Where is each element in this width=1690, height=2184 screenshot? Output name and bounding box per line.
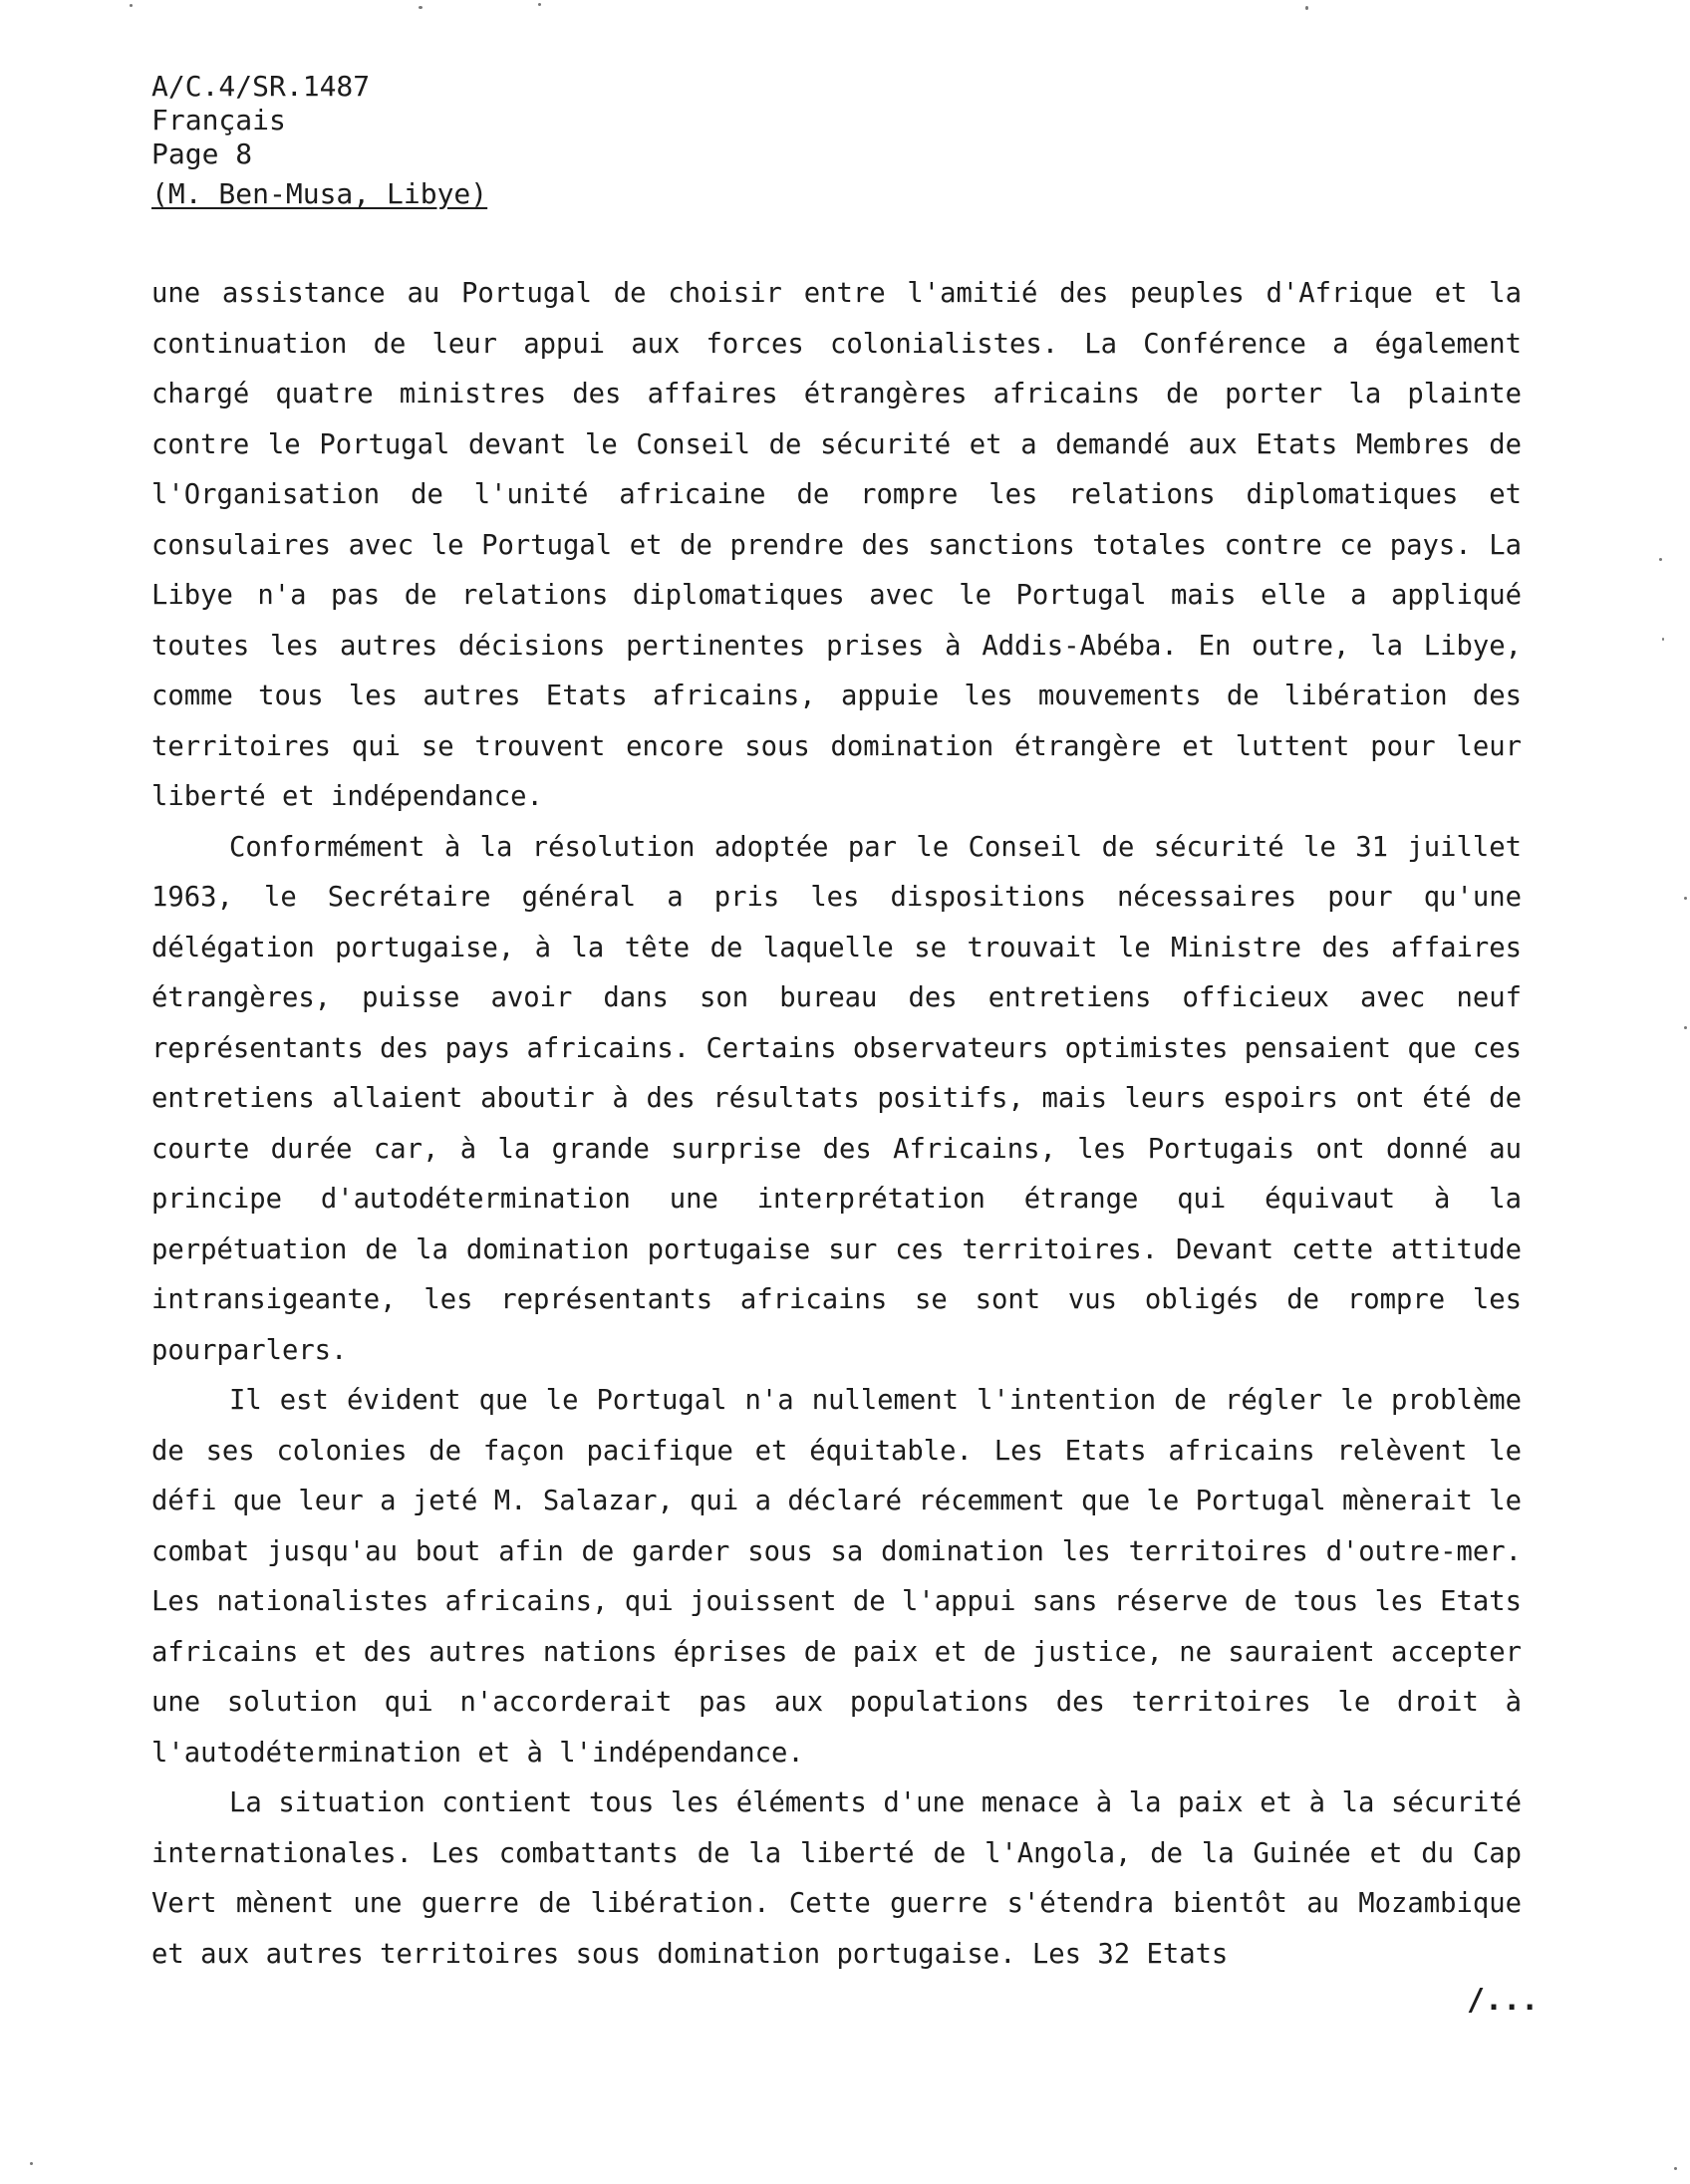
scan-speck (1305, 6, 1308, 10)
continuation-mark: /... (1467, 1983, 1540, 2018)
paragraph: Il est évident que le Portugal n'a nullement l'intention de régler le problème de ses colonies de façon pacifique et équitable. Les Etats africains relèvent le défi que leur a jeté M. Salazar, qui a déclaré récemment que le Portugal mènerait le combat jusqu'au bout afin de garder sous sa domination les territoires d'outre-mer. Les nationalistes africains, qui jouissent de l'appui sans réserve de tous les Etats africains et des autres nations éprises de paix et de justice, ne sauraient accepter une solution qui n'accorderait pas aux populations des territoires le droit à l'autodétermination et à l'indépendance. (151, 1385, 1522, 1769)
scan-speck (1659, 558, 1662, 561)
document-body (151, 269, 1522, 1980)
paragraph: Conformément à la résolution adoptée par le Conseil de sécurité le 31 juillet 1963, le Secrétaire général a pris les dispositions nécessaires pour qu'une délégation portugaise, à la tête de laquelle se trouvait le Ministre des affaires étrangères, puisse avoir dans son bureau des entretiens officieux avec neuf représentants des pays africains. Certains observateurs optimistes pensaient que ces entretiens allaient aboutir à des résultats positifs, mais leurs espoirs ont été de courte durée car, à la grande surprise des Africains, les Portugais ont donné au principe d'autodétermination une interprétation étrange qui équivaut à la perpétuation de la domination portugaise sur ces territoires. Devant cette attitude intransigeante, les représentants africains se sont vus obligés de rompre les pourparlers. (151, 831, 1522, 1366)
document-symbol: A/C.4/SR.1487 (151, 70, 371, 103)
scan-speck (1684, 1026, 1687, 1029)
page-number: Page 8 (151, 137, 253, 170)
scan-speck (1674, 2167, 1677, 2170)
document-header (151, 70, 487, 211)
paragraph: La situation contient tous les éléments d'une menace à la paix et à la sécurité internationales. Les combattants de la liberté de l'Angola, de la Guinée et du Cap Vert mènent une guerre de libération. Cette guerre s'étendra bientôt au Mozambique et aux autres territoires sous domination portugaise. Les 32 Etats (151, 1787, 1522, 1970)
scan-speck (538, 3, 541, 6)
scan-speck (419, 6, 422, 9)
scan-speck (30, 2162, 33, 2165)
scan-speck (130, 4, 133, 7)
scan-speck (1684, 897, 1687, 900)
paragraph: une assistance au Portugal de choisir entre l'amitié des peuples d'Afrique et la continuation de leur appui aux forces colonialistes. La Conférence a également chargé quatre ministres des affaires étrangères africains de porter la plainte contre le Portugal devant le Conseil de sécurité et a demandé aux Etats Membres de l'Organisation de l'unité africaine de rompre les relations diplomatiques et consulaires avec le Portugal et de prendre des sanctions totales contre ce pays. La Libye n'a pas de relations diplomatiques avec le Portugal mais elle a appliqué toutes les autres décisions pertinentes prises à Addis-Abéba. En outre, la Libye, comme tous les autres Etats africains, appuie les mouvements de libération des territoires qui se trouvent encore sous domination étrangère et luttent pour leur liberté et indépendance. (151, 278, 1522, 812)
scan-speck (1662, 638, 1664, 641)
document-language: Français (151, 104, 286, 136)
speaker-attribution: (M. Ben-Musa, Libye) (151, 177, 488, 210)
